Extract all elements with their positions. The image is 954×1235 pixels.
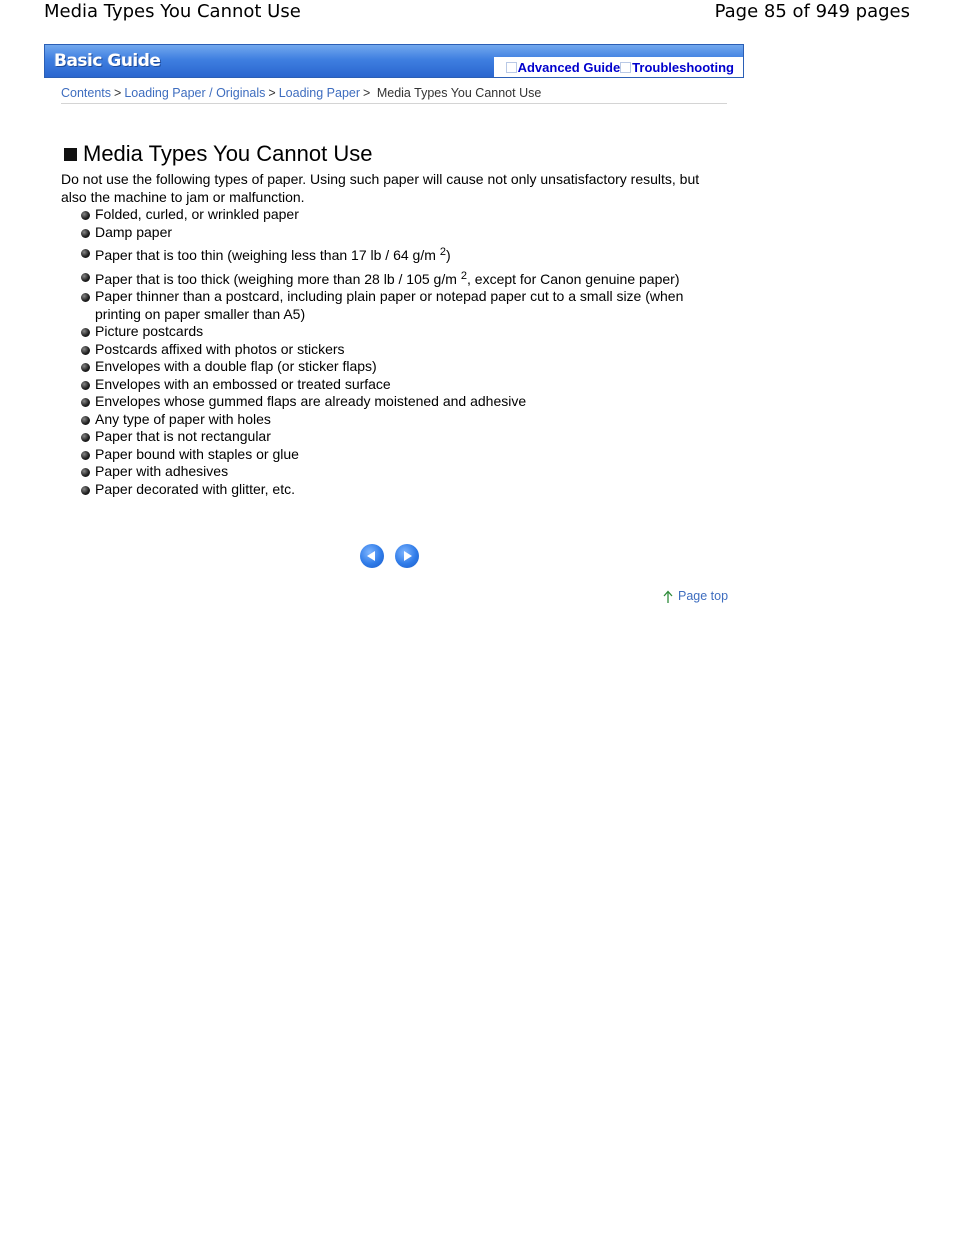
- list-item-text: Envelopes with a double flap (or sticker flaps): [95, 358, 377, 374]
- basic-guide-banner: [44, 44, 744, 78]
- list-item: [80, 481, 720, 499]
- list-item-text: Paper that is too thin (weighing less than 17 lb / 64 g/m: [95, 247, 436, 263]
- list-item-text: Paper thinner than a postcard, including plain paper or notepad paper cut to a small size (when printing on paper smaller than A5): [95, 288, 684, 322]
- page-title: [64, 141, 372, 167]
- list-item-text: Paper decorated with glitter, etc.: [95, 480, 295, 497]
- bullet-icon: [81, 416, 90, 425]
- bullet-icon: [81, 363, 90, 372]
- breadcrumb: [61, 86, 727, 104]
- list-item-text: Paper that is too thick (weighing more than 28 lb / 105 g/m: [95, 270, 457, 287]
- basic-guide-logo: Basic Guide: [54, 51, 161, 71]
- bullet-icon: [81, 433, 90, 442]
- list-item-text: Paper that is not rectangular: [95, 428, 271, 444]
- list-item: [80, 411, 720, 429]
- list-item: [80, 224, 720, 242]
- list-item: [80, 376, 720, 394]
- next-page-button[interactable]: [395, 544, 419, 568]
- list-item-text: Picture postcards: [95, 323, 204, 339]
- previous-page-button[interactable]: [360, 544, 384, 568]
- list-item: [80, 463, 720, 481]
- bullet-icon: [81, 381, 90, 390]
- tab-square-icon: [620, 62, 631, 73]
- page-top-label: Page top: [678, 589, 729, 603]
- print-header: [0, 0, 954, 26]
- tab-advanced-guide[interactable]: [506, 60, 621, 75]
- page-top-link[interactable]: [663, 589, 728, 603]
- list-item: [80, 288, 720, 323]
- tab-label: Troubleshooting: [632, 59, 734, 75]
- list-item: [80, 446, 720, 464]
- list-item-text: Envelopes with an embossed or treated surface: [95, 375, 391, 392]
- breadcrumb-loading-paper[interactable]: Loading Paper: [278, 86, 361, 100]
- tab-label: Advanced Guide: [517, 59, 621, 75]
- list-item-text: Envelopes whose gummed flaps are already moistened and adhesive: [95, 393, 527, 409]
- bullet-icon: [81, 451, 90, 460]
- list-item-text-after: , except for Canon genuine paper): [467, 270, 680, 287]
- list-item-text: Any type of paper with holes: [95, 410, 271, 427]
- list-item-text: Postcards affixed with photos or stickers: [95, 340, 345, 357]
- list-item-text: Folded, curled, or wrinkled paper: [95, 206, 299, 222]
- list-item: [80, 358, 720, 376]
- black-square-icon: [64, 148, 77, 161]
- arrow-right-icon: [401, 550, 413, 562]
- bullet-icon: [81, 293, 90, 302]
- bullet-icon: [81, 468, 90, 477]
- paper-type-list: [80, 206, 720, 498]
- bullet-icon: [81, 273, 90, 282]
- breadcrumb-current: Media Types You Cannot Use: [376, 86, 542, 100]
- breadcrumb-contents[interactable]: Contents: [61, 86, 112, 100]
- bullet-icon: [81, 346, 90, 355]
- intro-text: Do not use the following types of paper. Using such paper will cause not only unsatisfactory results, but also the machine to jam or malfunction.: [61, 171, 700, 205]
- bullet-icon: [81, 229, 90, 238]
- list-item-text: Paper bound with staples or glue: [95, 445, 299, 462]
- page-navigation: [360, 544, 419, 568]
- superscript: 2: [460, 269, 467, 282]
- list-item-text-after: ): [446, 247, 451, 263]
- document-title: Media Types You Cannot Use: [44, 1, 301, 22]
- list-item-text: Damp paper: [95, 223, 173, 240]
- list-item: [80, 244, 720, 265]
- list-item: [80, 428, 720, 446]
- page-count: Page 85 of 949 pages: [714, 1, 910, 22]
- breadcrumb-separator: >: [114, 86, 122, 100]
- list-item: [80, 323, 720, 341]
- list-item: [80, 393, 720, 411]
- guide-tabs: [494, 57, 743, 77]
- bullet-icon: [81, 328, 90, 337]
- up-arrow-icon: [663, 590, 673, 603]
- page-title-text: Media Types You Cannot Use: [83, 141, 373, 166]
- tab-troubleshooting[interactable]: [620, 60, 734, 75]
- breadcrumb-loading-paper-originals[interactable]: Loading Paper / Originals: [124, 86, 266, 100]
- breadcrumb-separator: >: [268, 86, 276, 100]
- tab-square-icon: [506, 62, 517, 73]
- list-item: [80, 341, 720, 359]
- list-item-text: Paper with adhesives: [95, 463, 229, 479]
- bullet-icon: [81, 486, 90, 495]
- breadcrumb-separator: >: [363, 86, 371, 100]
- bullet-icon: [81, 398, 90, 407]
- superscript: 2: [439, 246, 446, 258]
- arrow-left-icon: [366, 550, 378, 562]
- bullet-icon: [81, 249, 90, 258]
- list-item: [80, 268, 720, 289]
- bullet-icon: [81, 211, 90, 220]
- list-item: [80, 206, 720, 224]
